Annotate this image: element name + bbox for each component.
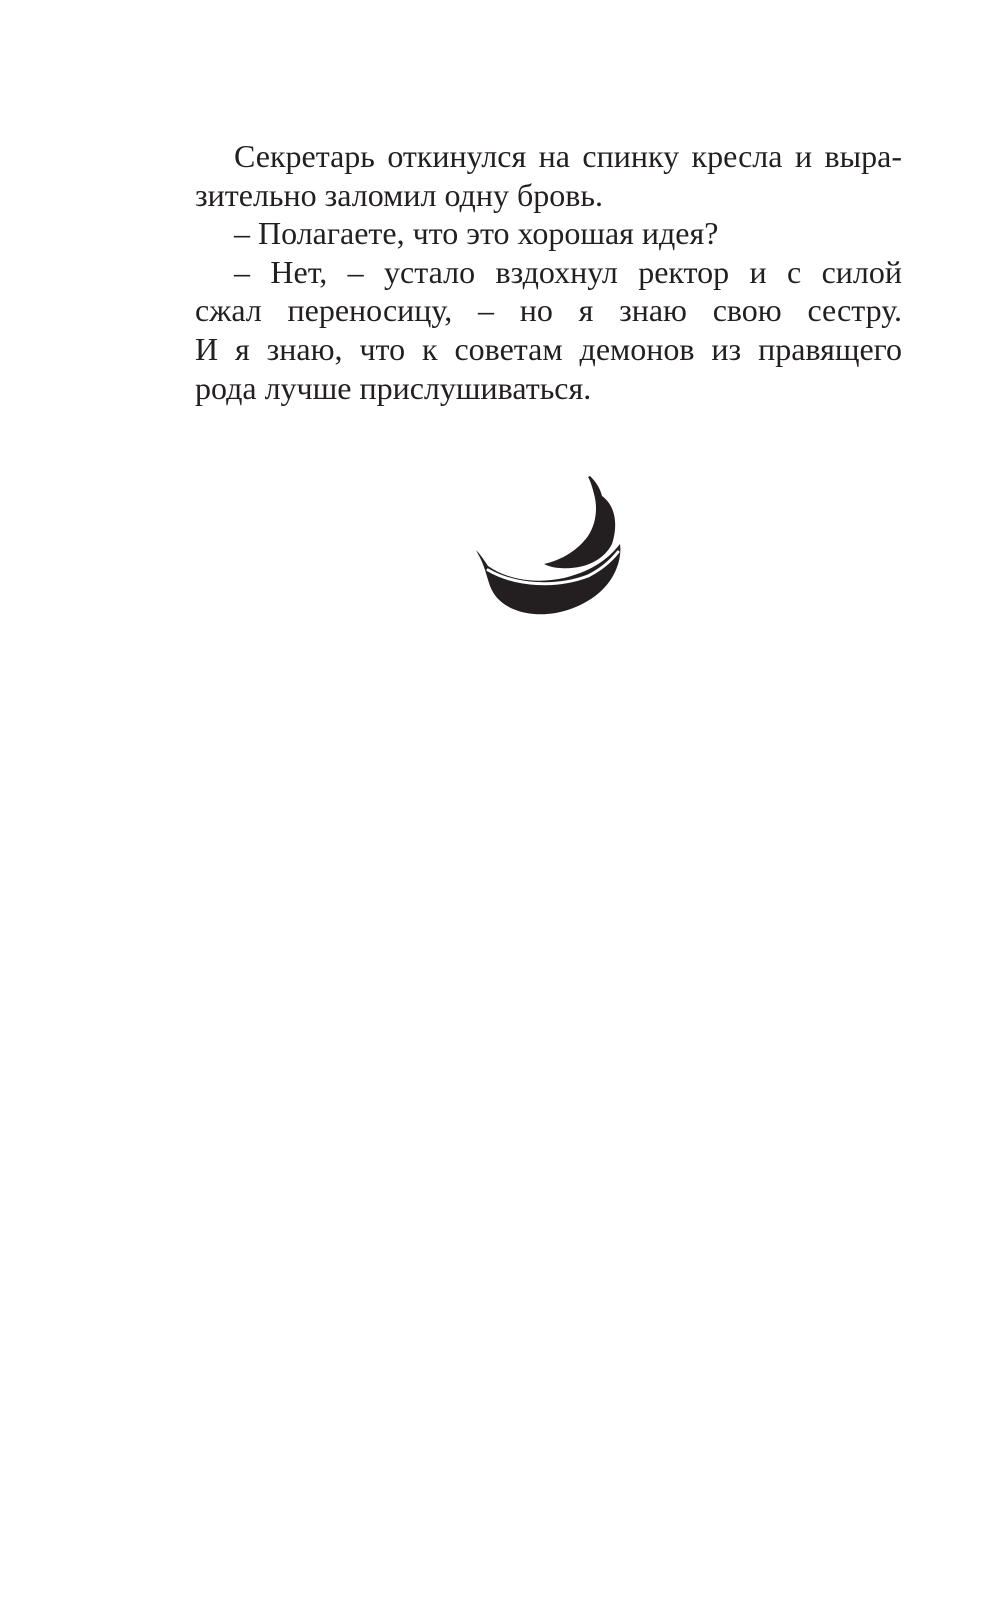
text-line: И я знаю, что к советам демонов из правящего [195,330,902,367]
body-text [195,137,902,407]
feather-icon [476,474,640,634]
text-line: сжал переносицу, – но я знаю свою сестру. [195,292,902,329]
text-line: Секретарь откинулся на спинку кресла и выра- [234,138,902,174]
text-line: зительно заломил одну бровь. [195,176,603,213]
text-line: рода лучше прислушиваться. [195,369,592,406]
text-line: – Полагаете, что это хорошая идея? [234,215,719,252]
text-line: – Нет, – устало вздохнул ректор и с силой [234,253,902,290]
